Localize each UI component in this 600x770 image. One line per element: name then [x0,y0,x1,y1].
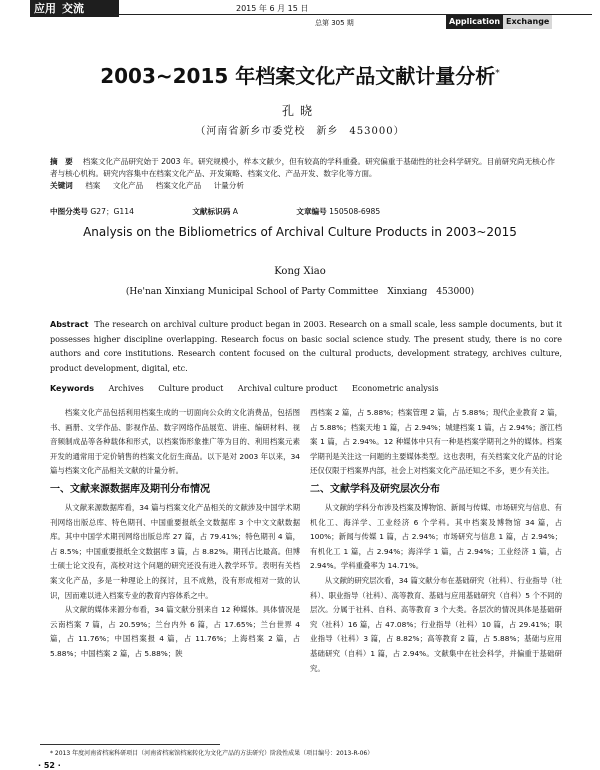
title-cn-text: 2003~2015 年档案文化产品文献计量分析 [100,64,496,88]
affiliation-cn: （河南省新乡市委党校 新乡 453000） [195,126,405,137]
keyword-en: Archives [108,384,144,393]
body-paragraph: 西档案 2 篇，占 5.88%；档案管理 2 篇，占 5.88%；现代企业教育 2 篇，占 5.88%；档案天地 1 篇，占 2.94%；城建档案 1 篇，占 2.94%；浙江档案 1 篇，占 2.94%。12 种媒体中只有一种是档案学期刊之外的媒体。档案学期刊是关注这一问题的主要媒体类型。这也表明，有关档案文化产品的讨论还仅仅限于档案界内部，社会上对档案文化产品还知之不多，更少有关注。 [310,408,562,476]
intro-paragraph: 档案文化产品包括利用档案生成的一切面向公众的文化消费品，包括图书、画册、文学作品、影视作品、数字网络作品展览、讲座、编研材料、视音频制成品等各种载体和形式，以档案饰形象推广等为目的、利用档案元素开发的通常用于定价销售的档案文化衍生商品。以下是对 2003 年以来，34 篇与档案文化产品相关文献的计量分析。 [50,408,300,476]
doc-code-value: A [232,207,238,216]
section-label-b: Exchange [503,15,552,29]
body-paragraph: 从文献的媒体来源分布看，34 篇文献分别来自 12 种媒体。具体情况是云南档案 7 篇，占 20.59%；兰台内外 6 篇，占 17.65%；兰台世界 4 篇，占 11.76%；中国档案报 4 篇，占 11.76%；上海档案 2 篇，占 5.88%；中国档案 2 篇，占 5.88%；陕 [50,605,300,658]
classification-row [50,206,562,217]
keyword-cn: 计量分析 [213,181,244,190]
body-column-right [310,406,562,676]
clc-value: G27；G114 [90,207,134,216]
section-label-en [446,15,592,29]
keyword-cn: 档案文化产品 [155,181,202,190]
keywords-en-label: Keywords [50,384,95,393]
section-tag-1: 应用 [34,2,56,15]
section-heading-1: 一、文献来源数据库及期刊分布情况 [50,483,210,495]
footnote-rule [40,744,220,745]
keyword-en: Econometric analysis [351,384,439,393]
abstract-en-label: Abstract [50,320,89,329]
doc-code-label: 文献标识码 [192,207,231,216]
author-en: Kong Xiao [274,266,326,277]
keyword-en: Culture product [158,384,224,393]
keyword-en: Archival culture product [237,384,338,393]
abstract-cn-label: 摘 要 [50,157,73,166]
body-paragraph: 从文献来源数据库看，34 篇与档案文化产品相关的文献涉及中国学术期刊网络出版总库、特色期刊、中国重要报纸全文数据库 3 个中文文献数据库。其中中国学术期刊网络出版总库 27 篇，占 79.41%；特色期刊 4 篇，占 8.5%；中国重要报纸全文数据库 3 篇，占 8.82%。期刊占比最高。但博士硕士论文没有，高校对这个问题的研究还没有进入教学环节。表明有关档案文化产品，多是一种理论上的探讨，且不成熟，没有形成相对一致的认识，因而难以进入档案专业的教育内容体系之中。 [50,502,300,600]
clc-label: 中图分类号 [50,207,88,216]
abstract-en [50,318,562,376]
abstract-cn-body [50,156,562,180]
journal-section-tag [30,0,119,17]
abstract-cn-text: 档案文化产品研究始于 2003 年。研究规模小，样本文献少，但有较高的学科重叠。研究偏重于基础性的社会科学研究。目前研究尚无核心作者与核心机构。研究内容集中在档案文化产品、开发策略、档案文化、产品开发、数字化等方面。 [50,157,555,178]
keyword-cn: 文化产品 [112,181,144,190]
keywords-en [50,384,562,393]
abstract-en-text: The research on archival culture product began in 2003. Research on a small scale, less sample documents, but it possesses higher discipline overlapping. Research focus on basic social science study. The present study, there is no core authors and core institutions. Research content focused on the cultural products, development strategy, archives culture, product development, digital, etc. [50,320,562,373]
section-heading-2: 二、文献学科及研究层次分布 [310,483,440,495]
footnote: * 2013 年度河南省档案科研项目（河南省档案馆档案转化为文化产品的方法研究）阶段性成果（项目编号：2013-R-06） [50,750,374,757]
body-paragraph: 从文献的学科分布涉及档案及博物馆、新闻与传媒、市场研究与信息、有机化工、海洋学、工业经济 6 个学科。其中档案及博物馆 34 篇，占 100%；新闻与传媒 1 篇，占 2.94%；市场研究与信息 1 篇，占 2.94%；有机化工 1 篇，占 2.94%；海洋学 1 篇，占 2.94%；工业经济 1 篇，占 2.94%。学科重叠率为 14.71%。 [310,502,562,571]
article-no-label: 文章编号 [296,207,327,216]
article-title-en: Analysis on the Bibliometrics of Archival Culture Products in 2003~2015 [83,225,517,239]
issue-number: 总第 305 期 [315,19,354,27]
body-column-left [50,406,300,662]
affiliation-en: (He'nan Xinxiang Municipal School of Party Committee Xinxiang 453000) [125,287,475,297]
abstract-cn [50,156,562,192]
author-cn: 孔晓 [281,104,318,118]
body-paragraph: 从文献的研究层次看，34 篇文献分布在基础研究（社科）、行业指导（社科）、职业指导（社科）、高等教育、基础与应用基础研究（自科）5 个不同的层次。分属于社科、自科、高等教育 3 个大类。各层次的情况具体是基础研究（社科）16 篇，占 47.08%；行业指导（社科）10 篇，占 29.41%；职业指导（社科）3 篇，占 8.82%；高等教育 2 篇，占 5.88%；基础与应用基础研究（自科）1 篇，占 2.94%。文献集中在社会科学，并偏重于基础研究。 [310,575,562,673]
section-tag-2: 交流 [62,2,84,15]
page-number: · 52 · [38,761,61,770]
issue-date: 2015 年 6 月 15 日 [236,4,309,13]
keywords-cn-label: 关键词 [50,181,73,190]
article-title-cn [0,60,600,89]
keywords-cn [50,180,562,192]
title-footnote-mark: * [495,68,500,79]
article-no-value: 150508-6985 [329,207,381,216]
keyword-cn: 档案 [85,181,101,190]
section-label-a: Application [446,15,503,29]
